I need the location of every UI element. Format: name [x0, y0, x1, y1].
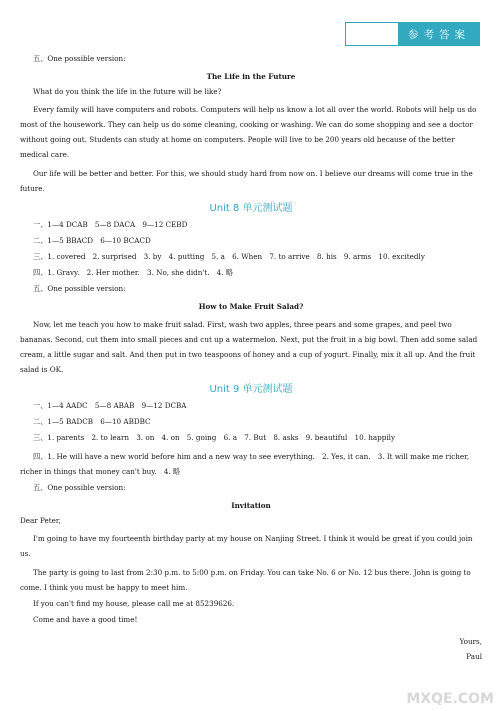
text-block: The Life in the Future — [206, 72, 296, 81]
text-block: Come and have a good time! — [33, 615, 138, 624]
text-block: 一、1—4 DCAB 5—8 DACA 9—12 CEBD — [33, 220, 188, 229]
text-block: Every family will have computers and robots. Computers will help us know a lot all over the world. Robots will help us do most of the housework. They can help us do some cleaning, cooking or washing. We can do some shopping and see a doctor without going out. Students can study at home on computers. People will live to be 200 years old because of the better medical care. — [20, 105, 477, 159]
text-block: Our life will be better and better. For this, we should study hard from now on. I believe our dreams will come true in the future. — [20, 169, 473, 193]
text-block: 五、One possible version: — [33, 54, 126, 63]
text-block: 五、One possible version: — [33, 483, 126, 492]
text-block: 五、One possible version: — [33, 284, 126, 293]
text-block: 二、1—5 BADCB 6—10 ABDBC — [33, 417, 151, 426]
watermark-logo: MXQE.COM — [406, 691, 494, 707]
tab-label: 参考答案 — [398, 22, 480, 46]
text-block: 四、1. He will have a new world before him and a new way to see everything. 2. Yes, it can. 3. It will make me richer, richer in things that money can't buy. 4. 略 — [20, 452, 470, 476]
text-block: 三、1. covered 2. surprised 3. by 4. putting 5. a 6. When 7. to arrive 8. his 9. arms 10. excitedly — [33, 252, 425, 261]
text-block: How to Make Fruit Salad? — [198, 302, 304, 311]
text-block: Unit 9 单元测试题 — [209, 384, 293, 395]
text-block: The party is going to last from 2:30 p.m. to 5:00 p.m. on Friday. You can take No. 6 or No. 12 bus there. John is going to come. I think you must be happy to meet him. — [20, 568, 471, 592]
text-block: Unit 8 单元测试题 — [209, 203, 293, 214]
text-block: 三、1. parents 2. to learn 3. on 4. on 5. going 6. a 7. But 8. asks 9. beautiful 10. happily — [33, 433, 396, 442]
text-block: What do you think the life in the future will be like? — [33, 87, 222, 96]
text-block: If you can't find my house, please call me at 85239626. — [33, 599, 235, 608]
text-block: Paul — [466, 652, 482, 661]
text-block: 二、1—5 BBACD 6—10 BCACD — [33, 236, 151, 245]
document-body — [20, 54, 482, 662]
text-block: Now, let me teach you how to make fruit salad. First, wash two apples, three pears and some grapes, and peel two bananas. Second, cut them into small pieces and cut up a watermelon. Next, put the fruit in a big bowl. Then add some salad cream, a little sugar and salt. And then put in two teaspoons of honey and a cup of yogurt. Finally, mix it all up. And the fruit salad is OK. — [20, 320, 478, 374]
text-block: 一、1—4 AADC 5—8 ABAB 9—12 DCBA — [33, 401, 187, 410]
text-block: Invitation — [231, 501, 271, 510]
text-block: I'm going to have my fourteenth birthday party at my house on Nanjing Street. I think it would be great if you could join us. — [20, 534, 473, 558]
tab-blank-box — [345, 22, 398, 46]
answer-key-tab — [345, 22, 480, 46]
text-block: Dear Peter, — [20, 516, 61, 525]
text-block: Yours, — [459, 637, 482, 646]
text-block: 四、1. Gravy. 2. Her mother. 3. No, she didn't. 4. 略 — [33, 268, 234, 277]
